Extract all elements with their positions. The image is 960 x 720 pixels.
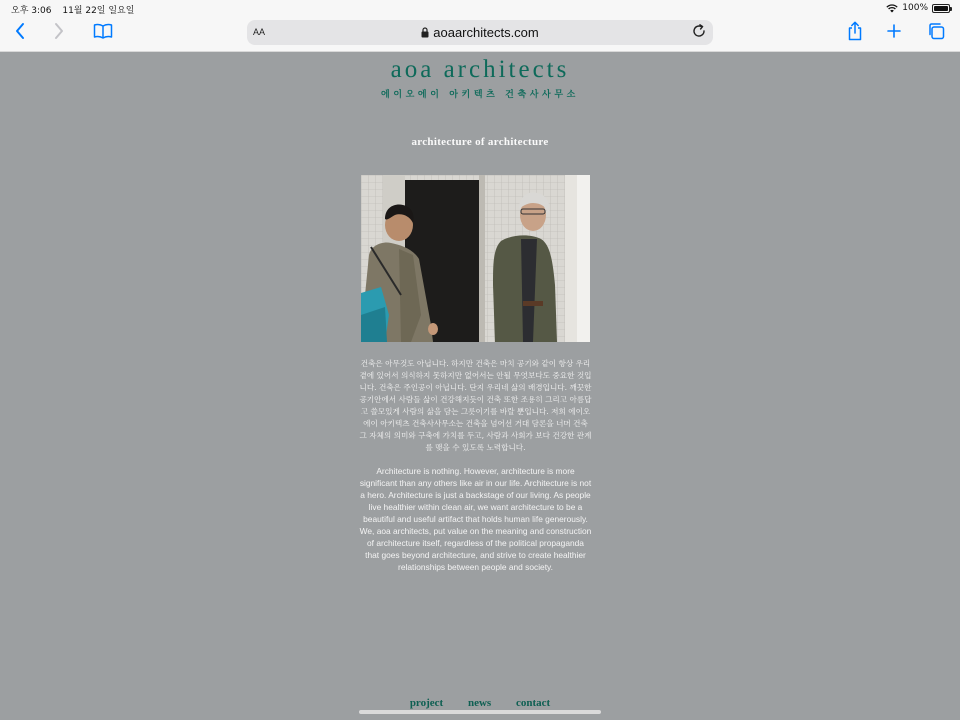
plus-icon — [886, 23, 902, 44]
share-icon — [847, 21, 863, 46]
bookmarks-icon — [93, 23, 113, 44]
reload-button[interactable] — [690, 24, 708, 42]
forward-button[interactable] — [46, 22, 72, 44]
address-bar[interactable] — [247, 20, 713, 45]
intro-korean: 건축은 아무것도 아닙니다. 하지만 건축은 마치 공기와 같이 항상 우리 곁에 있어서 의식하지 못하지만 없어서는 안될 무엇보다도 중요한 것입니다. 건축은 주인공이 아닙니다. 단지 우리네 삶의 배경입니다. 깨끗한 공기안에서 사람들 삶이 건강해지듯이 건축 또한 조용히 그리고 아름답고 쓸모있게 사람의 삶을 담는 그릇이기를 바랄 뿐입니다. 저희 에이오에이 아키텍츠 건축사사무소는 건축을 넘어선 거대 담론을 너머 건축 그 자체의 의미와 구축에 가치를 두고, 사람과 사회가 보다 건강한 관계를 맺을 수 있도록 노력합니다. — [359, 359, 592, 452]
nav-project-link[interactable]: project — [409, 697, 444, 709]
lock-icon — [421, 26, 429, 41]
back-icon — [14, 22, 26, 45]
tagline: architecture of architecture — [411, 136, 549, 148]
site-logo-korean: 에이오에이 아키텍츠 건축사사무소 — [381, 90, 579, 100]
share-button[interactable] — [842, 22, 868, 44]
text-size-label: AA — [253, 27, 266, 37]
reload-icon — [692, 24, 706, 43]
forward-icon — [53, 22, 65, 45]
status-time: 오후 3:06 — [11, 6, 52, 16]
architects-photo — [361, 175, 590, 342]
status-date: 11월 22일 일요일 — [62, 6, 135, 16]
intro-english: Architecture is nothing. However, architecture is more significant than any others like air in our life. Architecture is not a hero. Architecture is just a backstage of our living. As people live healthier within clean air, we want architecture to be a beautiful and useful artifact that holds human life generously. We, aoa architects, put value on the meaning and construction of architecture itself, regardless of the political propaganda that goes beyond architecture, and strive to create healthier relationships between people and society. — [359, 466, 592, 572]
tabs-overview-button[interactable] — [923, 22, 949, 44]
battery-percentage: 100% — [902, 3, 928, 13]
battery-icon — [932, 4, 950, 13]
status-bar — [0, 0, 960, 17]
web-page — [0, 52, 960, 720]
browser-toolbar — [0, 17, 960, 52]
site-logo[interactable]: aoa architects — [390, 56, 570, 83]
new-tab-button[interactable] — [881, 22, 907, 44]
nav-news-link[interactable]: news — [467, 697, 492, 709]
wifi-icon — [886, 4, 898, 13]
tabs-icon — [927, 22, 945, 45]
battery-fill — [934, 6, 948, 11]
nav-contact-link[interactable]: contact — [515, 697, 551, 709]
home-indicator — [359, 710, 601, 714]
bookmarks-button[interactable] — [90, 22, 116, 44]
back-button[interactable] — [7, 22, 33, 44]
url-text: aoaarchitects.com — [433, 25, 539, 40]
footer-nav — [0, 697, 960, 709]
status-right — [886, 3, 950, 13]
url-display[interactable] — [247, 25, 713, 41]
status-left — [11, 3, 134, 16]
